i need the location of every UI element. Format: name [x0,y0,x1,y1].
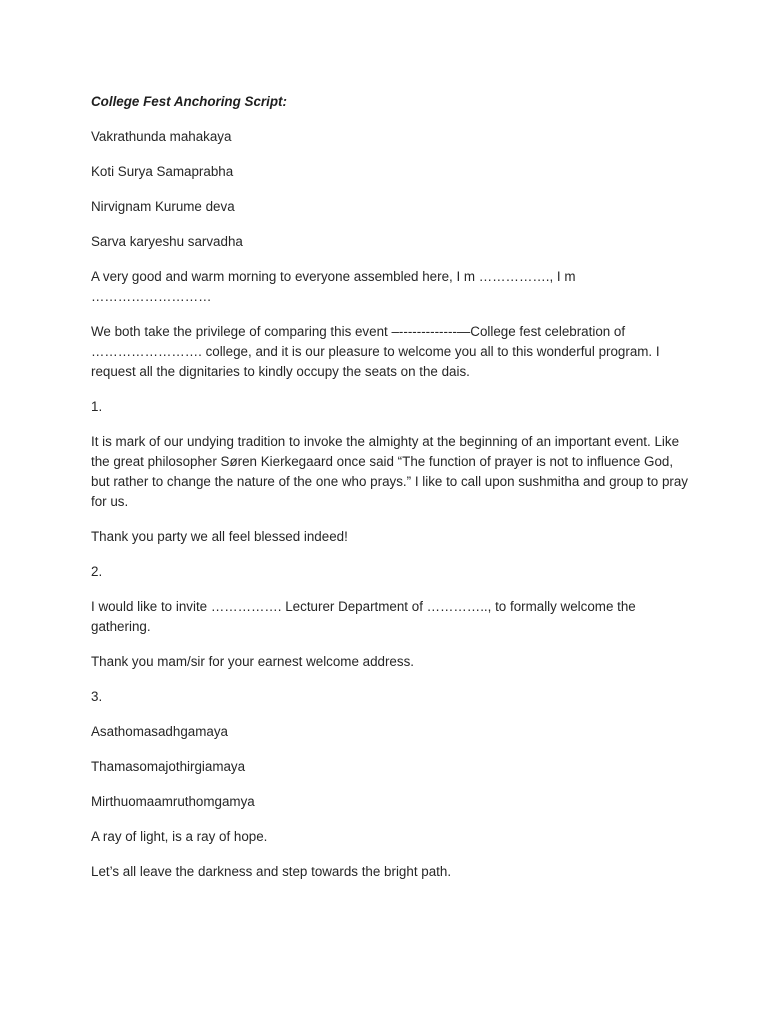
paragraph-ray-of-light: A ray of light, is a ray of hope. [91,829,268,844]
paragraph-chant-line-1: Asathomasadhgamaya [91,724,228,739]
paragraph-mantra-line-2: Koti Surya Samaprabha [91,164,234,179]
paragraph-prayer-thanks: Thank you party we all feel blessed indeed! [91,529,348,544]
document-body [91,92,691,897]
paragraph-mantra-line-1: Vakrathunda mahakaya [91,129,232,144]
paragraph-introduction: We both take the privilege of comparing this event –-------------—College fest celebration of ……………………. college, and it is our pleasure to welcome you all to this wonderful program. I request all the dignitaries to kindly occupy the seats on the dais. [91,324,660,379]
paragraph-chant-line-2: Thamasomajothirgiamaya [91,759,246,774]
section-number-2: 2. [91,564,103,579]
paragraph-welcome-invite: I would like to invite ……………. Lecturer Department of ………….., to formally welcome the gathering. [91,599,636,634]
paragraph-greeting: A very good and warm morning to everyone assembled here, I m ……………., I m ……………………… [91,269,576,304]
paragraph-bright-path: Let’s all leave the darkness and step towards the bright path. [91,864,452,879]
section-number-1: 1. [91,399,103,414]
paragraph-prayer-invite: It is mark of our undying tradition to invoke the almighty at the beginning of an important event. Like the great philosopher Søren Kierkegaard once said “The function of prayer is not to influence God, but rather to change the nature of the one who prays.” I like to call upon sushmitha and group to pray for us. [91,434,688,509]
document-title: College Fest Anchoring Script: [91,94,287,109]
paragraph-chant-line-3: Mirthuomaamruthomgamya [91,794,255,809]
paragraph-mantra-line-4: Sarva karyeshu sarvadha [91,234,243,249]
paragraph-welcome-thanks: Thank you mam/sir for your earnest welcome address. [91,654,414,669]
section-number-3: 3. [91,689,103,704]
paragraph-mantra-line-3: Nirvignam Kurume deva [91,199,235,214]
